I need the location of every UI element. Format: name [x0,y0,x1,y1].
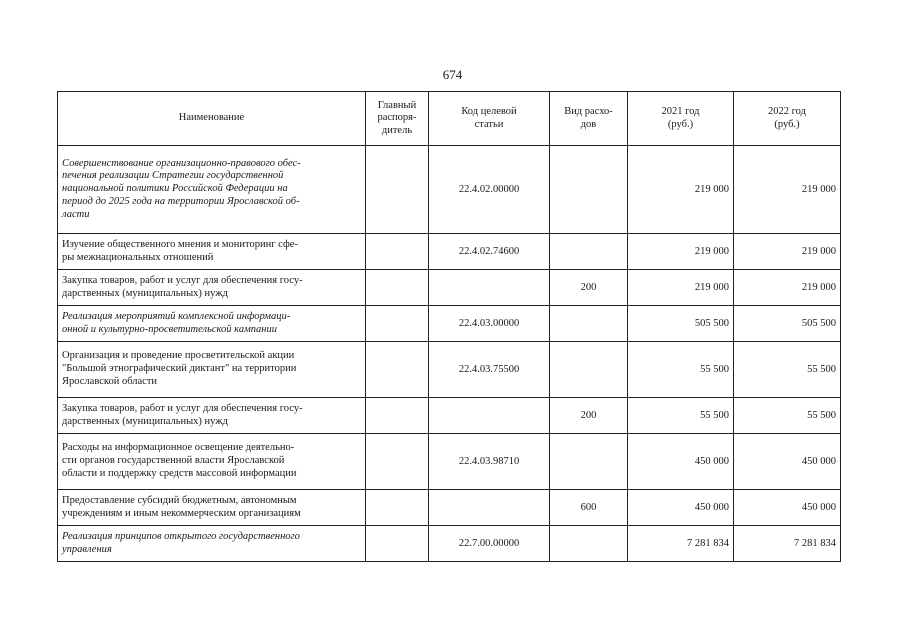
row-target-code: 22.4.03.98710 [429,434,550,490]
row-amount-2022: 450 000 [734,490,841,526]
header-expense-type [550,92,628,146]
row-target-code [429,490,550,526]
row-expense-type [550,306,628,342]
row-amount-2022: 505 500 [734,306,841,342]
row-name-line: области и поддержку средств массовой информации [62,467,297,479]
row-name [58,526,366,562]
row-expense-type [550,434,628,490]
row-amount-2021: 55 500 [628,342,734,398]
header-name: Наименование [58,92,366,146]
row-name-line: Закупка товаров, работ и услуг для обеспечения госу- [62,274,303,286]
header-year-2021-line: (руб.) [667,118,694,130]
table-row [58,398,841,434]
header-year-2021 [628,92,734,146]
row-target-code: 22.7.00.00000 [429,526,550,562]
row-amount-2022: 219 000 [734,270,841,306]
row-name [58,342,366,398]
row-amount-2021: 7 281 834 [628,526,734,562]
row-target-code: 22.4.03.00000 [429,306,550,342]
row-amount-2021: 219 000 [628,146,734,234]
row-target-code: 22.4.02.74600 [429,234,550,270]
row-name-line: дарственных (муниципальных) нужд [62,287,228,299]
row-amount-2021: 505 500 [628,306,734,342]
row-name-line: Совершенствование организационно-правового обес- [62,157,301,169]
header-main-manager-line: дитель [381,124,413,136]
row-expense-type [550,234,628,270]
row-amount-2022: 219 000 [734,146,841,234]
row-main-manager [366,234,429,270]
row-name-line: онной и культурно-просветительской кампании [62,323,277,335]
row-amount-2022: 55 500 [734,398,841,434]
row-name-line: период до 2025 года на территории Ярославской об- [62,195,300,207]
header-main-manager-line: Главный [377,99,417,111]
header-year-2022-line: (руб.) [774,118,800,130]
table-body [58,146,841,562]
row-main-manager [366,342,429,398]
row-main-manager [366,398,429,434]
row-main-manager [366,526,429,562]
page-number: 674 [442,67,463,82]
row-amount-2021: 450 000 [628,434,734,490]
row-target-code: 22.4.02.00000 [429,146,550,234]
row-amount-2022: 7 281 834 [734,526,841,562]
row-name-line: печения реализации Стратегии государственной [62,170,284,182]
header-year-2022-line: 2022 год [768,106,806,117]
row-name-line: Изучение общественного мнения и мониторинг сфе- [62,238,298,250]
row-main-manager [366,434,429,490]
row-name-line: Предоставление субсидий бюджетным, автономным [62,494,297,506]
row-name-line: сти органов государственной власти Ярославской [62,455,285,467]
row-name-line: Расходы на информационное освещение деятельно- [62,442,295,454]
header-main-manager-line: распоря- [377,112,417,124]
row-name-line: Ярославской области [62,375,158,387]
header-main-manager [366,92,429,146]
row-amount-2021: 219 000 [628,270,734,306]
row-expense-type: 600 [550,490,628,526]
row-amount-2021: 219 000 [628,234,734,270]
row-target-code [429,398,550,434]
row-amount-2022: 55 500 [734,342,841,398]
header-target-code [429,92,550,146]
header-year-2022 [734,92,841,146]
row-name-line: управления [62,543,112,555]
row-name [58,306,366,342]
row-name [58,398,366,434]
table-row [58,270,841,306]
row-name-line: Закупка товаров, работ и услуг для обеспечения госу- [62,402,303,414]
row-name-line: дарственных (муниципальных) нужд [62,415,228,427]
header-target-code-line: статьи [474,118,504,130]
table-row [58,234,841,270]
row-amount-2021: 55 500 [628,398,734,434]
row-name [58,270,366,306]
row-expense-type: 200 [550,398,628,434]
row-expense-type [550,526,628,562]
row-target-code: 22.4.03.75500 [429,342,550,398]
table-row [58,434,841,490]
budget-table [57,91,841,562]
table-row [58,490,841,526]
header-target-code-line: Код целевой [461,106,517,117]
table-header-row [58,92,841,146]
row-name-line: Реализация принципов открытого государственного [62,530,300,542]
row-main-manager [366,306,429,342]
row-amount-2022: 219 000 [734,234,841,270]
header-expense-type-line: Вид расхо- [564,106,613,117]
header-year-2021-line: 2021 год [661,106,700,117]
row-expense-type [550,342,628,398]
row-main-manager [366,146,429,234]
header-expense-type-line: дов [580,118,597,130]
row-name [58,490,366,526]
row-name-line: учреждениям и иным некоммерческим организациям [62,507,301,519]
row-name [58,146,366,234]
table-row [58,146,841,234]
row-name-line: национальной политики Российской Федерации на [62,183,288,195]
row-name-line: ласти [62,208,90,220]
table-row [58,526,841,562]
row-amount-2021: 450 000 [628,490,734,526]
row-name-line: "Большой этнографический диктант" на территории [62,363,297,375]
row-target-code [429,270,550,306]
row-name [58,434,366,490]
row-name-line: Реализация мероприятий комплексной информаци- [62,310,291,322]
row-expense-type: 200 [550,270,628,306]
row-main-manager [366,270,429,306]
row-name-line: ры межнациональных отношений [62,251,214,263]
table-row [58,342,841,398]
row-name [58,234,366,270]
row-expense-type [550,146,628,234]
table-row [58,306,841,342]
row-main-manager [366,490,429,526]
row-amount-2022: 450 000 [734,434,841,490]
row-name-line: Организация и проведение просветительской акции [62,350,295,362]
